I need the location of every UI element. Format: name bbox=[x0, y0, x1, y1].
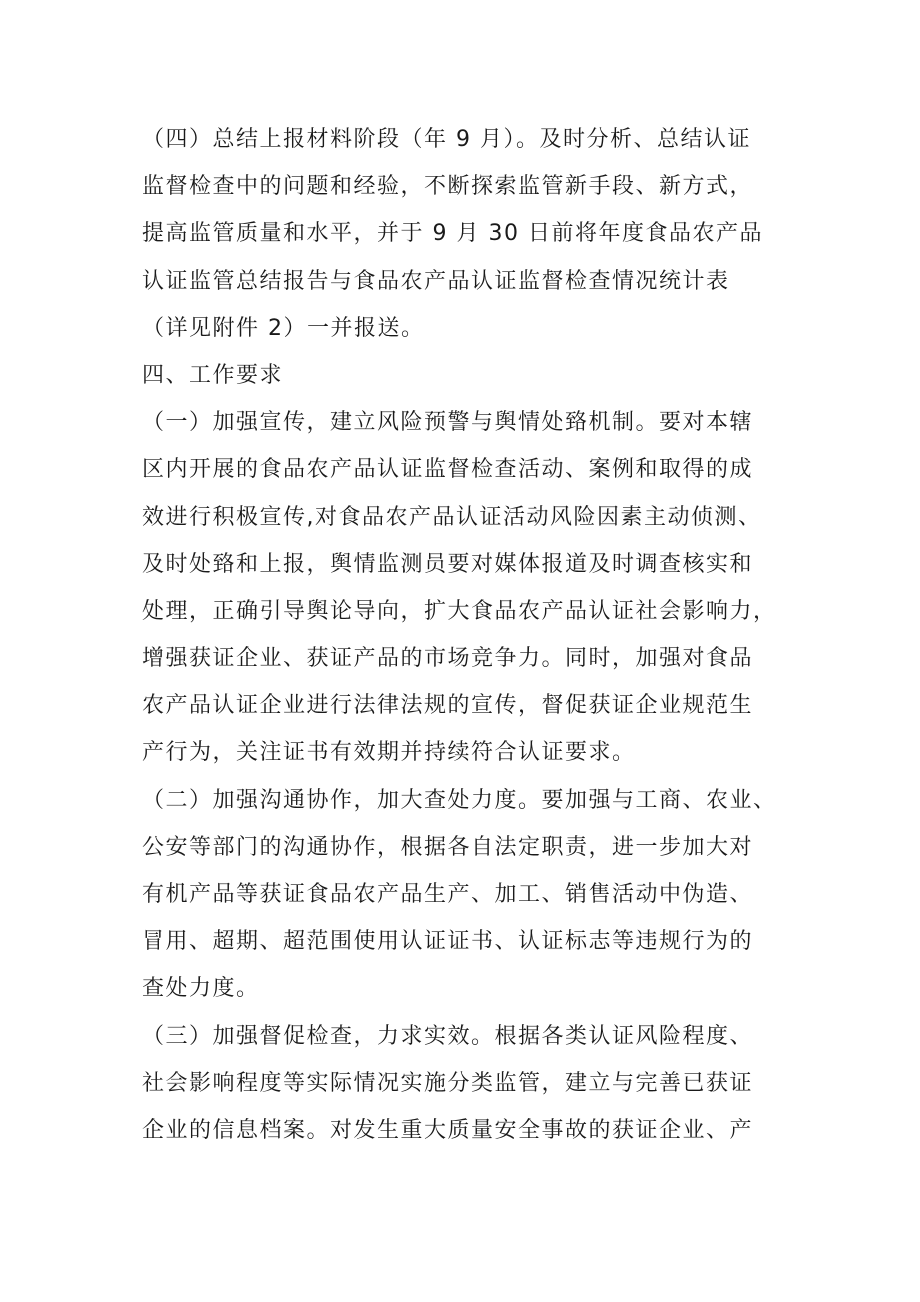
text-line: 查处力度。 bbox=[142, 976, 260, 1002]
text-line: （详见附件 2）一并报送。 bbox=[142, 315, 425, 341]
text-line: 企业的信息档案。对发生重大质量安全事故的获证企业、产 bbox=[142, 1117, 754, 1143]
text-line: 处理，正确引导舆论导向，扩大食品农产品认证社会影响力， bbox=[142, 598, 777, 624]
text-line: （三）加强督促检查，力求实效。根据各类认证风险程度、 bbox=[142, 1023, 754, 1049]
text-line: （四）总结上报材料阶段（年 9 月）。及时分析、总结认证 bbox=[142, 127, 751, 152]
text-line: 区内开展的食品农产品认证监督检查活动、案例和取得的成 bbox=[142, 457, 754, 483]
section-heading: 四、工作要求 bbox=[142, 362, 284, 388]
text-line: 农产品认证企业进行法律法规的宣传，督促获证企业规范生 bbox=[142, 693, 754, 719]
text-line: 认证监管总结报告与食品农产品认证监督检查情况统计表 bbox=[142, 268, 730, 294]
text-line: 增强获证企业、获证产品的市场竞争力。同时，加强对食品 bbox=[142, 646, 754, 672]
text-line: 公安等部门的沟通协作，根据各自法定职责，进一步加大对 bbox=[142, 834, 754, 860]
text-line: 有机产品等获证食品农产品生产、加工、销售活动中伪造、 bbox=[142, 882, 754, 907]
text-line: 效进行积极宣传,对食品农产品认证活动风险因素主动侦测、 bbox=[142, 504, 762, 530]
text-line: 社会影响程度等实际情况实施分类监管，建立与完善已获证 bbox=[142, 1070, 754, 1096]
text-line: （二）加强沟通协作，加大查处力度。要加强与工商、农业、 bbox=[142, 787, 777, 813]
text-line: 监督检查中的问题和经验，不断探索监管新手段、新方式， bbox=[142, 174, 754, 200]
text-line: （一）加强宣传，建立风险预警与舆情处臵机制。要对本辖 bbox=[142, 410, 754, 436]
text-line: 提高监管质量和水平，并于 9 月 30 日前将年度食品农产品 bbox=[142, 221, 763, 247]
text-line: 及时处臵和上报，舆情监测员要对媒体报道及时调查核实和 bbox=[142, 551, 754, 577]
text-line: 产行为，关注证书有效期并持续符合认证要求。 bbox=[142, 740, 636, 766]
document-body bbox=[142, 116, 792, 1154]
text-line: 冒用、超期、超范围使用认证证书、认证标志等违规行为的 bbox=[142, 929, 754, 955]
